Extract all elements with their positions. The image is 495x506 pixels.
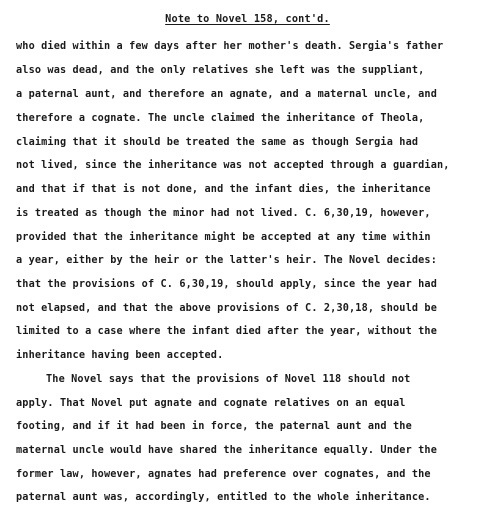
- text-line-6: not lived, since the inheritance was not accepted through a guardian,: [16, 160, 450, 171]
- text-line-11: that the provisions of C. 6,30,19, should apply, since the year had: [16, 279, 437, 290]
- page-title: Note to Novel 158, cont'd.: [165, 14, 330, 25]
- text-line-3: a paternal aunt, and therefore an agnate, and a maternal uncle, and: [16, 89, 437, 100]
- text-line-20: paternal aunt was, accordingly, entitled to the whole inheritance.: [16, 492, 431, 503]
- text-line-1: who died within a few days after her mother's death. Sergia's father: [16, 41, 444, 52]
- text-line-2: also was dead, and the only relatives she left was the suppliant,: [16, 65, 425, 76]
- text-line-19: former law, however, agnates had preference over cognates, and the: [16, 469, 431, 480]
- text-line-9: provided that the inheritance might be accepted at any time within: [16, 232, 431, 243]
- text-line-17: footing, and if it had been in force, the paternal aunt and the: [16, 421, 412, 432]
- text-line-8: is treated as though the minor had not lived. C. 6,30,19, however,: [16, 208, 431, 219]
- text-line-5: claiming that it should be treated the same as though Sergia had: [16, 137, 419, 148]
- text-line-13: limited to a case where the infant died after the year, without the: [16, 326, 437, 337]
- text-line-10: a year, either by the heir or the latter's heir. The Novel decides:: [16, 255, 437, 266]
- text-line-12: not elapsed, and that the above provisions of C. 2,30,18, should be: [16, 303, 437, 314]
- text-line-18: maternal uncle would have shared the inheritance equally. Under the: [16, 445, 437, 456]
- text-line-16: apply. That Novel put agnate and cognate relatives on an equal: [16, 398, 406, 409]
- text-line-4: therefore a cognate. The uncle claimed the inheritance of Theola,: [16, 113, 425, 124]
- text-line-14: inheritance having been accepted.: [16, 350, 224, 361]
- text-line-15: The Novel says that the provisions of Novel 118 should not: [46, 374, 411, 385]
- text-line-7: and that if that is not done, and the infant dies, the inheritance: [16, 184, 431, 195]
